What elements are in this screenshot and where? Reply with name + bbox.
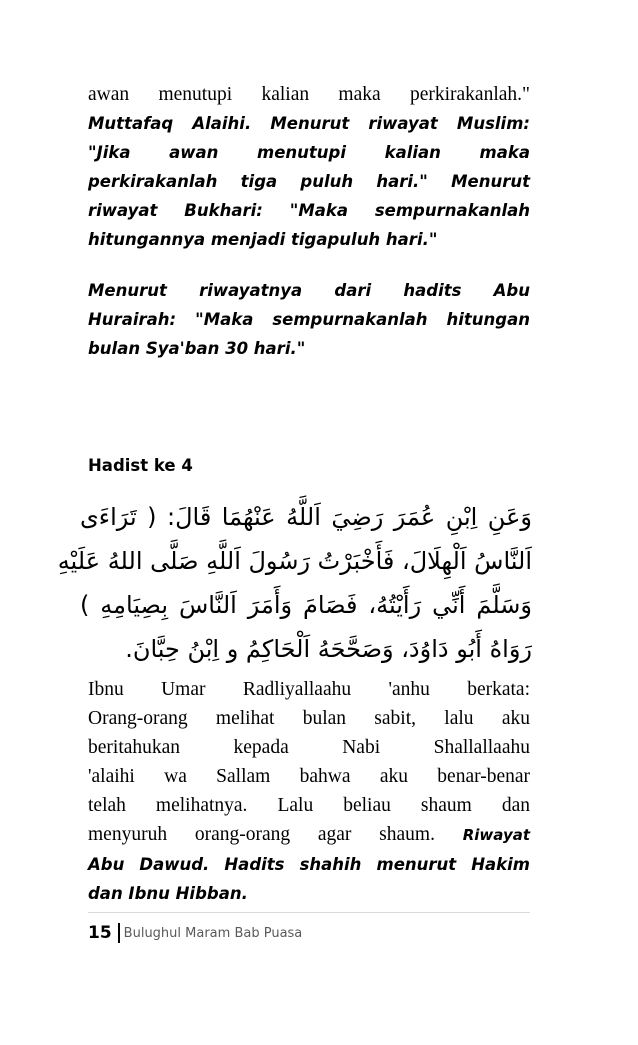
book-title: Bulughul Maram Bab Puasa: [123, 925, 303, 941]
paragraph-line: riwayat Bukhari: "Maka sempurnakanlah: [88, 201, 530, 220]
translation-line: telah melihatnya. Lalu beliau shaum dan: [88, 795, 530, 816]
translation-paragraph: [88, 675, 530, 908]
source-citation-line: dan Ibnu Hibban.: [88, 884, 248, 903]
page-footer: [88, 918, 302, 948]
paragraph-line: Hurairah: "Maka sempurnakanlah hitungan: [88, 310, 530, 329]
section-heading: Hadist ke 4: [88, 456, 193, 475]
source-citation-line: Abu Dawud. Hadits shahih menurut Hakim: [88, 855, 530, 874]
arabic-line: رَوَاهُ أَبُو دَاوُدَ، وَصَحَّحَهُ اَلْحَاكِمُ و اِبْنُ حِبَّانَ.: [125, 635, 532, 663]
paragraph-line: "Jika awan menutupi kalian maka: [88, 143, 530, 162]
arabic-line: اَلنَّاسُ اَلْهِلَالَ، فَأَخْبَرْتُ رَسُولَ اَللَّهِ صَلَّى اللهُ عَلَيْهِ: [57, 547, 532, 575]
footer-divider: [88, 912, 530, 913]
arabic-line: وَسَلَّمَ أَنِّي رَأَيْتُهُ، فَصَامَ وَأَمَرَ اَلنَّاسَ بِصِيَامِهِ ): [80, 591, 532, 619]
translation-line: beritahukan kepada Nabi Shallallaahu: [88, 737, 530, 758]
paragraph-line: awan menutupi kalian maka perkirakanlah.": [88, 84, 530, 105]
translation-line: Ibnu Umar Radliyallaahu 'anhu berkata:: [88, 679, 530, 700]
paragraph-line: perkirakanlah tiga puluh hari." Menurut: [88, 172, 530, 191]
translation-line: 'alaihi wa Sallam bahwa aku benar-benar: [88, 766, 530, 787]
translation-line: Orang-orang melihat bulan sabit, lalu aku: [88, 708, 530, 729]
source-citation: Riwayat: [462, 826, 531, 844]
arabic-line: وَعَنِ اِبْنِ عُمَرَ رَضِيَ اَللَّهُ عَنْهُمَا قَالَ: ( تَرَاءَى: [80, 503, 532, 531]
paragraph-line: Menurut riwayatnya dari hadits Abu: [88, 281, 530, 300]
translation-text: menyuruh orang-orang agar shaum.: [88, 824, 435, 845]
translation-line: [88, 820, 530, 850]
paragraph-line: hitungannya menjadi tigapuluh hari.": [88, 230, 438, 249]
paragraph-line: Muttafaq Alaihi. Menurut riwayat Muslim:: [88, 114, 530, 133]
paragraph-block-1: [88, 80, 530, 363]
arabic-hadith-text: [57, 495, 532, 671]
footer-separator: [118, 923, 120, 943]
paragraph-line: bulan Sya'ban 30 hari.": [88, 339, 306, 358]
page-number: 15: [88, 923, 112, 943]
